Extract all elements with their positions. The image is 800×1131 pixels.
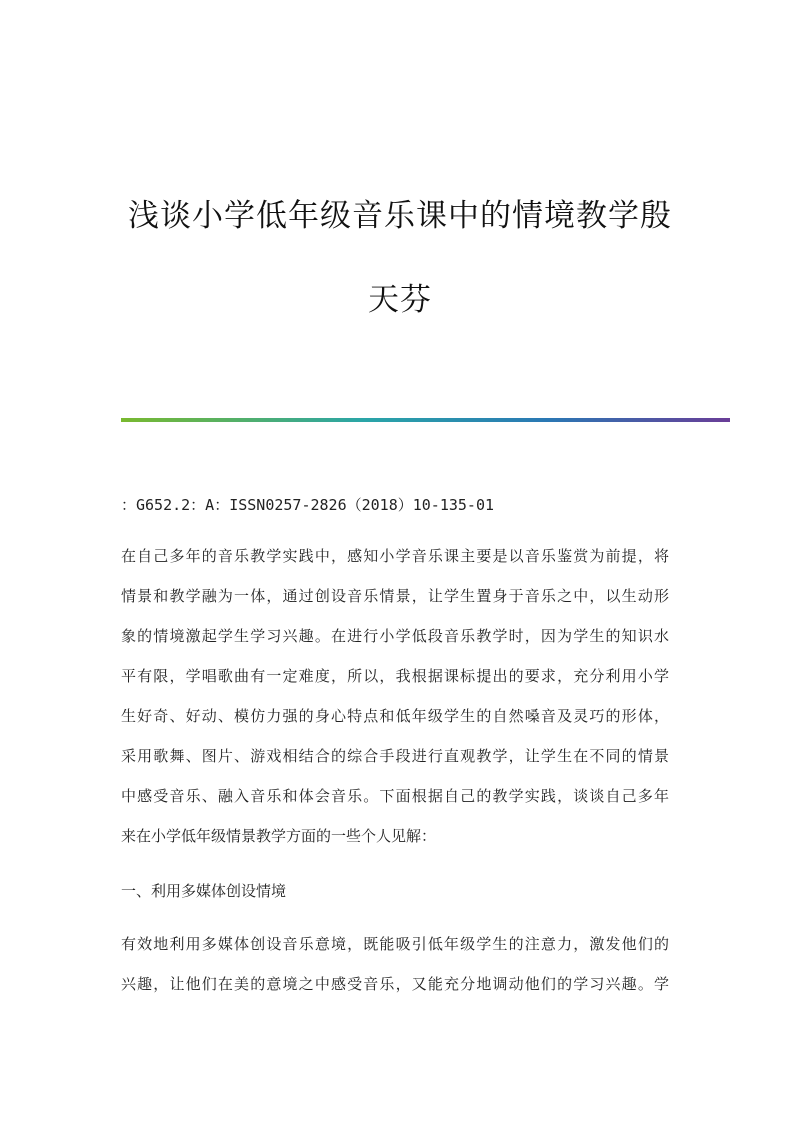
paragraph-line: 象的情境激起学生学习兴趣。在进行小学低段音乐教学时，因为学生的知识水 [121,627,669,645]
section-heading: 一、利用多媒体创设情境 [121,882,287,900]
paragraph-line: 生好奇、好动、模仿力强的身心特点和低年级学生的自然嗓音及灵巧的形体， [121,707,669,725]
paragraph-line: 平有限，学唱歌曲有一定难度，所以，我根据课标提出的要求，充分利用小学 [121,667,669,685]
paragraph-line: 在自己多年的音乐教学实践中，感知小学音乐课主要是以音乐鉴赏为前提，将 [121,547,669,565]
paragraph-line: 兴趣，让他们在美的意境之中感受音乐，又能充分地调动他们的学习兴趣。学 [121,975,669,993]
document-author: 天芬 [368,282,432,318]
document-title: 浅谈小学低年级音乐课中的情境教学殷 [128,198,672,234]
classification-meta: ：G652.2：A：ISSN0257-2826（2018）10-135-01 [121,496,495,514]
paragraph-line: 来在小学低年级情景教学方面的一些个人见解： [121,827,437,845]
title-divider [121,418,730,422]
paragraph-line: 情景和教学融为一体，通过创设音乐情景，让学生置身于音乐之中，以生动形 [121,587,669,605]
paragraph-line: 采用歌舞、图片、游戏相结合的综合手段进行直观教学，让学生在不同的情景 [121,747,669,765]
paragraph-line: 有效地利用多媒体创设音乐意境，既能吸引低年级学生的注意力，激发他们的 [121,935,669,953]
paragraph-line: 中感受音乐、融入音乐和体会音乐。下面根据自己的教学实践，谈谈自己多年 [121,787,669,805]
